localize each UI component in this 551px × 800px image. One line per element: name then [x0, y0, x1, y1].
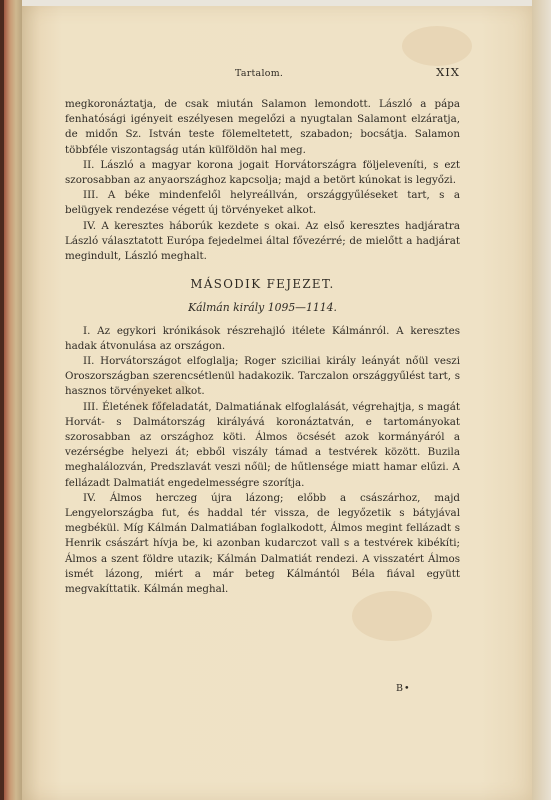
signature-mark: B• [396, 683, 411, 694]
page-edge [532, 0, 551, 800]
page-number: XIX [436, 65, 460, 79]
chapter-subtitle: Kálmán király 1095—1114. [188, 301, 337, 315]
chapter-title: MÁSODIK FEJEZET. [190, 277, 335, 292]
paragraph: IV. A keresztes háborúk kezdete s okai. Az első keresztes hadjáratra László választatott Európa fejedelmei által fővezérré; de mielőtt a hadjárat megindult, László meghalt. [65, 219, 460, 263]
text-block [65, 65, 460, 597]
paragraph: IV. Álmos herczeg újra lázong; előbb a császárhoz, majd Lengyelországba fut, és haddal tér vissza, de legyőzetik s bátyjával megbékül. Míg Kálmán Dalmatiában foglalkodott, Álmos megint fellázadt s Henrik császárt hívja be, ki azonban kudarczot vall s a testvérek kibékíti; Álmos a szent földre utazik; Kálmán Dalmatiát rendezi. A visszatért Álmos ismét lázong, miért a már beteg Kálmántól Béla fiával együtt megvakíttatik. Kálmán meghal. [65, 491, 460, 596]
paragraph: I. Az egykori krónikások részrehajló itélete Kálmánról. A keresztes hadak átvonulása az országon. [65, 324, 460, 352]
paragraph: megkoronáztatja, de csak miután Salamon lemondott. László a pápa fenhatósági igényeit eszélyesen megelőzi a nyugtalan Salamont elzáratja, de midőn Sz. István teste fölemeltetett, szabadon; bocsátja. Salamon többféle viszontagság után külföldön hal meg. [65, 98, 460, 156]
paragraph: II. Horvátországot elfoglalja; Roger sziciliai király leányát nőül veszi Oroszországban szerencsétlenül hadakozik. Tarczalon országgyűlést tart, s hasznos törvényeket alkot. [65, 355, 460, 398]
paper-stain [352, 591, 432, 641]
paragraph: III. Életének főfeladatát, Dalmatiának elfoglalását, végrehajtja, s magát Horvát- s Dalmátország királyává koronáztatván, e tartományokat szorosabban az országhoz köti. Álmos öcsését azok kormányáról a vezérségbe helyezi át; ebből viszály támad a testvérek között. Buzila meghalálozván, Predszlavát veszi nőül; de hűtlensége miatt hamar elűzi. A fellázadt Dalmatiát engedelmességre szorítja. [65, 400, 460, 489]
page-header [65, 65, 460, 87]
running-head: Tartalom. [235, 68, 284, 79]
paragraph: II. László a magyar korona jogait Horvátországra följeleveníti, s ezt szorosabban az anyaországhoz kapcsolja; majd a betört kúnokat is legyőzi. [65, 158, 460, 187]
paper-stain [402, 26, 472, 66]
book-spine-edge [0, 0, 4, 800]
paragraph: III. A béke mindenfelől helyreállván, országgyűléseket tart, s a belügyek rendezése végett új törvényeket alkot. [65, 189, 460, 217]
